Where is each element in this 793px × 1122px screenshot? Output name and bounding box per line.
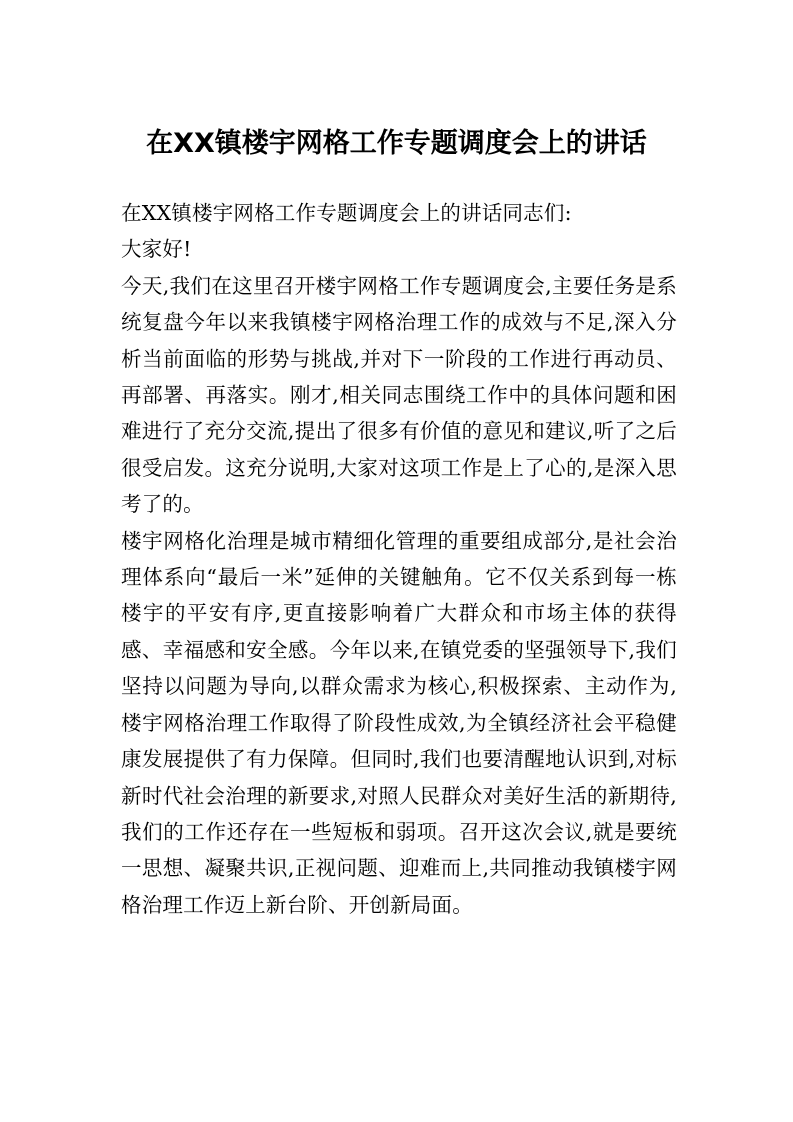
paragraph-opening: 今天,我们在这里召开楼宇网格工作专题调度会,主要任务是系统复盘今年以来我镇楼宇网格治理工作的成效与不足,深入分析当前面临的形势与挑战,并对下一阶段的工作进行再动员、再部署、再落实。刚才,相关同志围绕工作中的具体问题和困难进行了充分交流,提出了很多有价值的意见和建议,听了之后很受启发。这充分说明,大家对这项工作是上了心的,是深入思考了的。 (121, 273, 677, 517)
paragraph-significance: 楼宇网格化治理是城市精细化管理的重要组成部分,是社会治理体系向“最后一米”延伸的关键触角。它不仅关系到每一栋楼宇的平安有序,更直接影响着广大群众和市场主体的获得感、幸福感和安全感。今年以来,在镇党委的坚强领导下,我们坚持以问题为导向,以群众需求为核心,积极探索、主动作为,楼宇网格治理工作取得了阶段性成效,为全镇经济社会平稳健康发展提供了有力保障。但同时,我们也要清醒地认识到,对标新时代社会治理的新要求,对照人民群众对美好生活的新期待,我们的工作还存在一些短板和弱项。召开这次会议,就是要统一思想、凝聚共识,正视问题、迎难而上,共同推动我镇楼宇网格治理工作迈上新台阶、开创新局面。 (121, 528, 677, 917)
paragraph-greeting: 大家好! (121, 237, 192, 262)
paragraph-salutation: 在XX镇楼宇网格工作专题调度会上的讲话同志们: (121, 201, 572, 225)
document-title: 在XX镇楼宇网格工作专题调度会上的讲话 (146, 128, 647, 159)
document-body (121, 195, 677, 923)
